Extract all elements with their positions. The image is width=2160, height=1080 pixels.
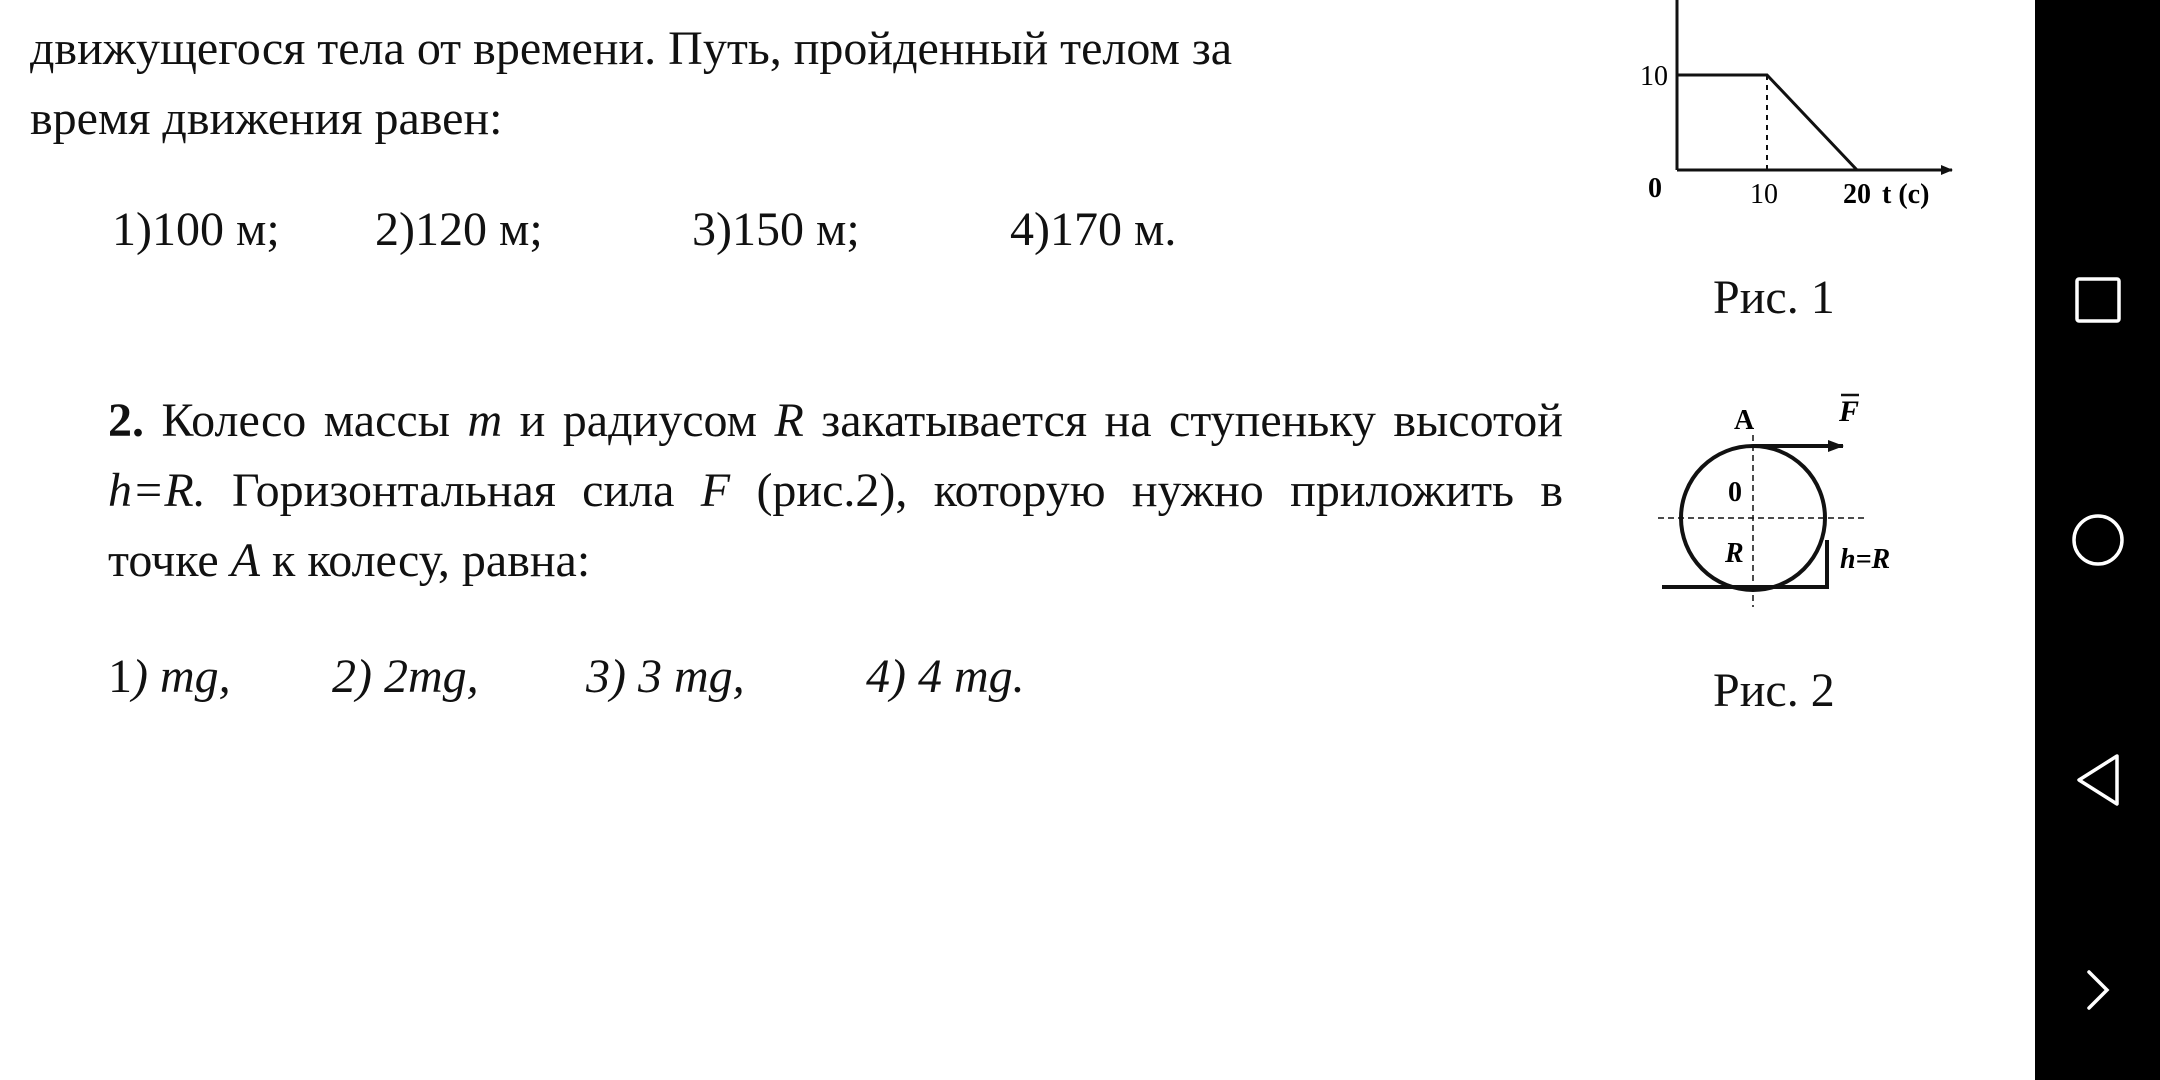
figure-1-graph xyxy=(1600,0,1980,215)
expand-button[interactable] xyxy=(2035,930,2160,1050)
problem-number: 2. xyxy=(108,394,144,447)
point-a-label: A xyxy=(1734,405,1755,436)
origin-label: 0 xyxy=(1648,173,1662,204)
problem-2-text xyxy=(30,386,1563,596)
figure-2-caption: Рис. 2 xyxy=(1713,664,1835,717)
variable-f: F xyxy=(700,464,731,517)
center-label: 0 xyxy=(1728,477,1742,508)
back-icon xyxy=(2073,752,2123,808)
answer-option xyxy=(108,647,231,707)
answer-option xyxy=(332,647,479,707)
answer-value: 4) 4 mg. xyxy=(866,650,1025,703)
problem-text: к колесу, равна: xyxy=(260,534,591,587)
answer-option: 4)170 м. xyxy=(1010,203,1177,256)
variable-m: m xyxy=(467,394,503,447)
variable-r: R xyxy=(774,394,804,447)
problem-text: закатывается на ступеньку высотой xyxy=(803,394,1563,447)
problem-text: и радиусом xyxy=(502,394,775,447)
answer-option: 2)120 м; xyxy=(375,203,543,256)
answer-number: 1 xyxy=(108,650,132,703)
problem-1-line-2: время движения равен: xyxy=(30,92,503,145)
variable-a: A xyxy=(230,534,260,587)
x-tick-label: 10 xyxy=(1750,179,1778,210)
problem-text: (рис.2), которую нужно приложить в точке xyxy=(108,464,1564,587)
variable-h: h=R. xyxy=(108,464,206,517)
back-button[interactable] xyxy=(2035,720,2160,840)
problem-text: Колесо массы xyxy=(144,394,468,447)
y-tick-label: 10 xyxy=(1640,61,1668,92)
problem-text: Горизонтальная сила xyxy=(205,464,701,517)
answer-option: 1)100 м; xyxy=(112,203,280,256)
recent-apps-button[interactable] xyxy=(2035,240,2160,360)
radius-label: R xyxy=(1725,538,1744,569)
problem-1-text xyxy=(30,14,1485,154)
answer-option: 3)150 м; xyxy=(692,203,860,256)
figure-2-diagram xyxy=(1640,385,1930,615)
step-height-label: h=R xyxy=(1840,544,1891,575)
answer-value: ) mg, xyxy=(132,650,231,703)
system-navigation-bar xyxy=(2035,0,2160,1080)
answer-value: 2) 2mg, xyxy=(332,650,479,703)
answer-option xyxy=(866,647,1025,707)
home-button[interactable] xyxy=(2035,480,2160,600)
force-label: F xyxy=(1839,395,1860,428)
home-icon xyxy=(2070,512,2126,568)
x-tick-label: 20 xyxy=(1843,179,1871,210)
recent-apps-icon xyxy=(2073,275,2123,325)
answer-value: 3) 3 mg, xyxy=(586,650,745,703)
answer-option xyxy=(586,647,745,707)
expand-icon xyxy=(2083,968,2113,1012)
figure-1-caption: Рис. 1 xyxy=(1713,271,1835,324)
x-axis-label: t (c) xyxy=(1882,179,1930,210)
problem-1-line-1: движущегося тела от времени. Путь, пройденный телом за xyxy=(30,22,1233,75)
